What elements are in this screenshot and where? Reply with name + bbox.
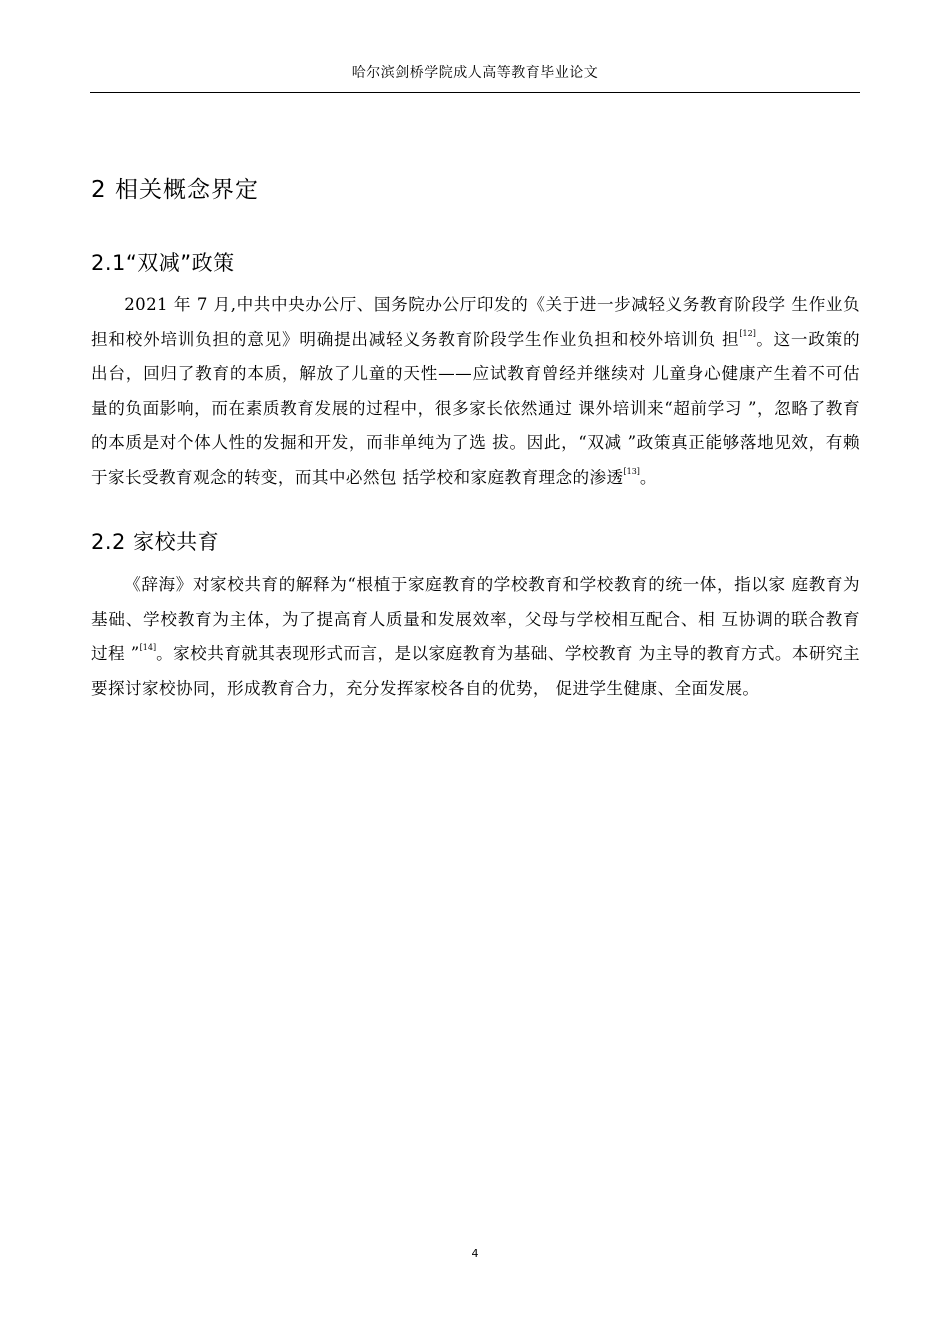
paragraph-text: 。 [639,467,657,487]
page-number: 4 [471,1247,479,1260]
section-heading-double-reduction: 2.1“双减”政策 [91,251,235,275]
citation-reference: [12] [739,328,756,338]
running-header: 哈尔滨剑桥学院成人高等教育毕业论文 [351,65,599,81]
citation-reference: [14] [139,643,157,652]
chapter-heading: 2 相关概念界定 [91,177,259,203]
paragraph-text: 。这一政策的出台，回归了教育的本质，解放了儿童的天性——应试教育曾经并继续对 儿童身心健康产生着不可估量的负面影响，而在素质教育发展的过程中，很多家长依然通过 课外培训来“超前学习 ”，忽略了教育的本质是对个体人性的发掘和开发，而非单纯为了选 拔。因此，“双减 ”政策真正能够落地见效，有赖于家长受教育观念的转变，而其中必然包 括学校和家庭教育理念的渗透 [91,329,860,487]
header-divider [90,92,860,93]
citation-reference: [13] [623,466,640,476]
paragraph-text: 。家校共育就其表现形式而言，是以家庭教育为基础、学校教育 为主导的教育方式。本研究主要探讨家校协同，形成教育合力，充分发挥家校各自的优势， 促进学生健康、全面发展。 [91,644,860,698]
section-heading-home-school: 2.2 家校共育 [91,530,220,554]
paragraph-double-reduction [91,288,860,495]
paragraph-text: 2021 年 7 月,中共中央办公厅、国务院办公厅印发的《关于进一步减轻义务教育阶段学 生作业负担和校外培训负担的意见》明确提出减轻义务教育阶段学生作业负担和校外培训负 担 [91,295,860,349]
paragraph-home-school [91,568,860,706]
paragraph-text: 《辞海》对家校共育的解释为“根植于家庭教育的学校教育和学校教育的统一体，指以家 庭教育为基础、学校教育为主体，为了提高育人质量和发展效率，父母与学校相互配合、相 互协调的联合教育过程 ” [91,575,860,663]
